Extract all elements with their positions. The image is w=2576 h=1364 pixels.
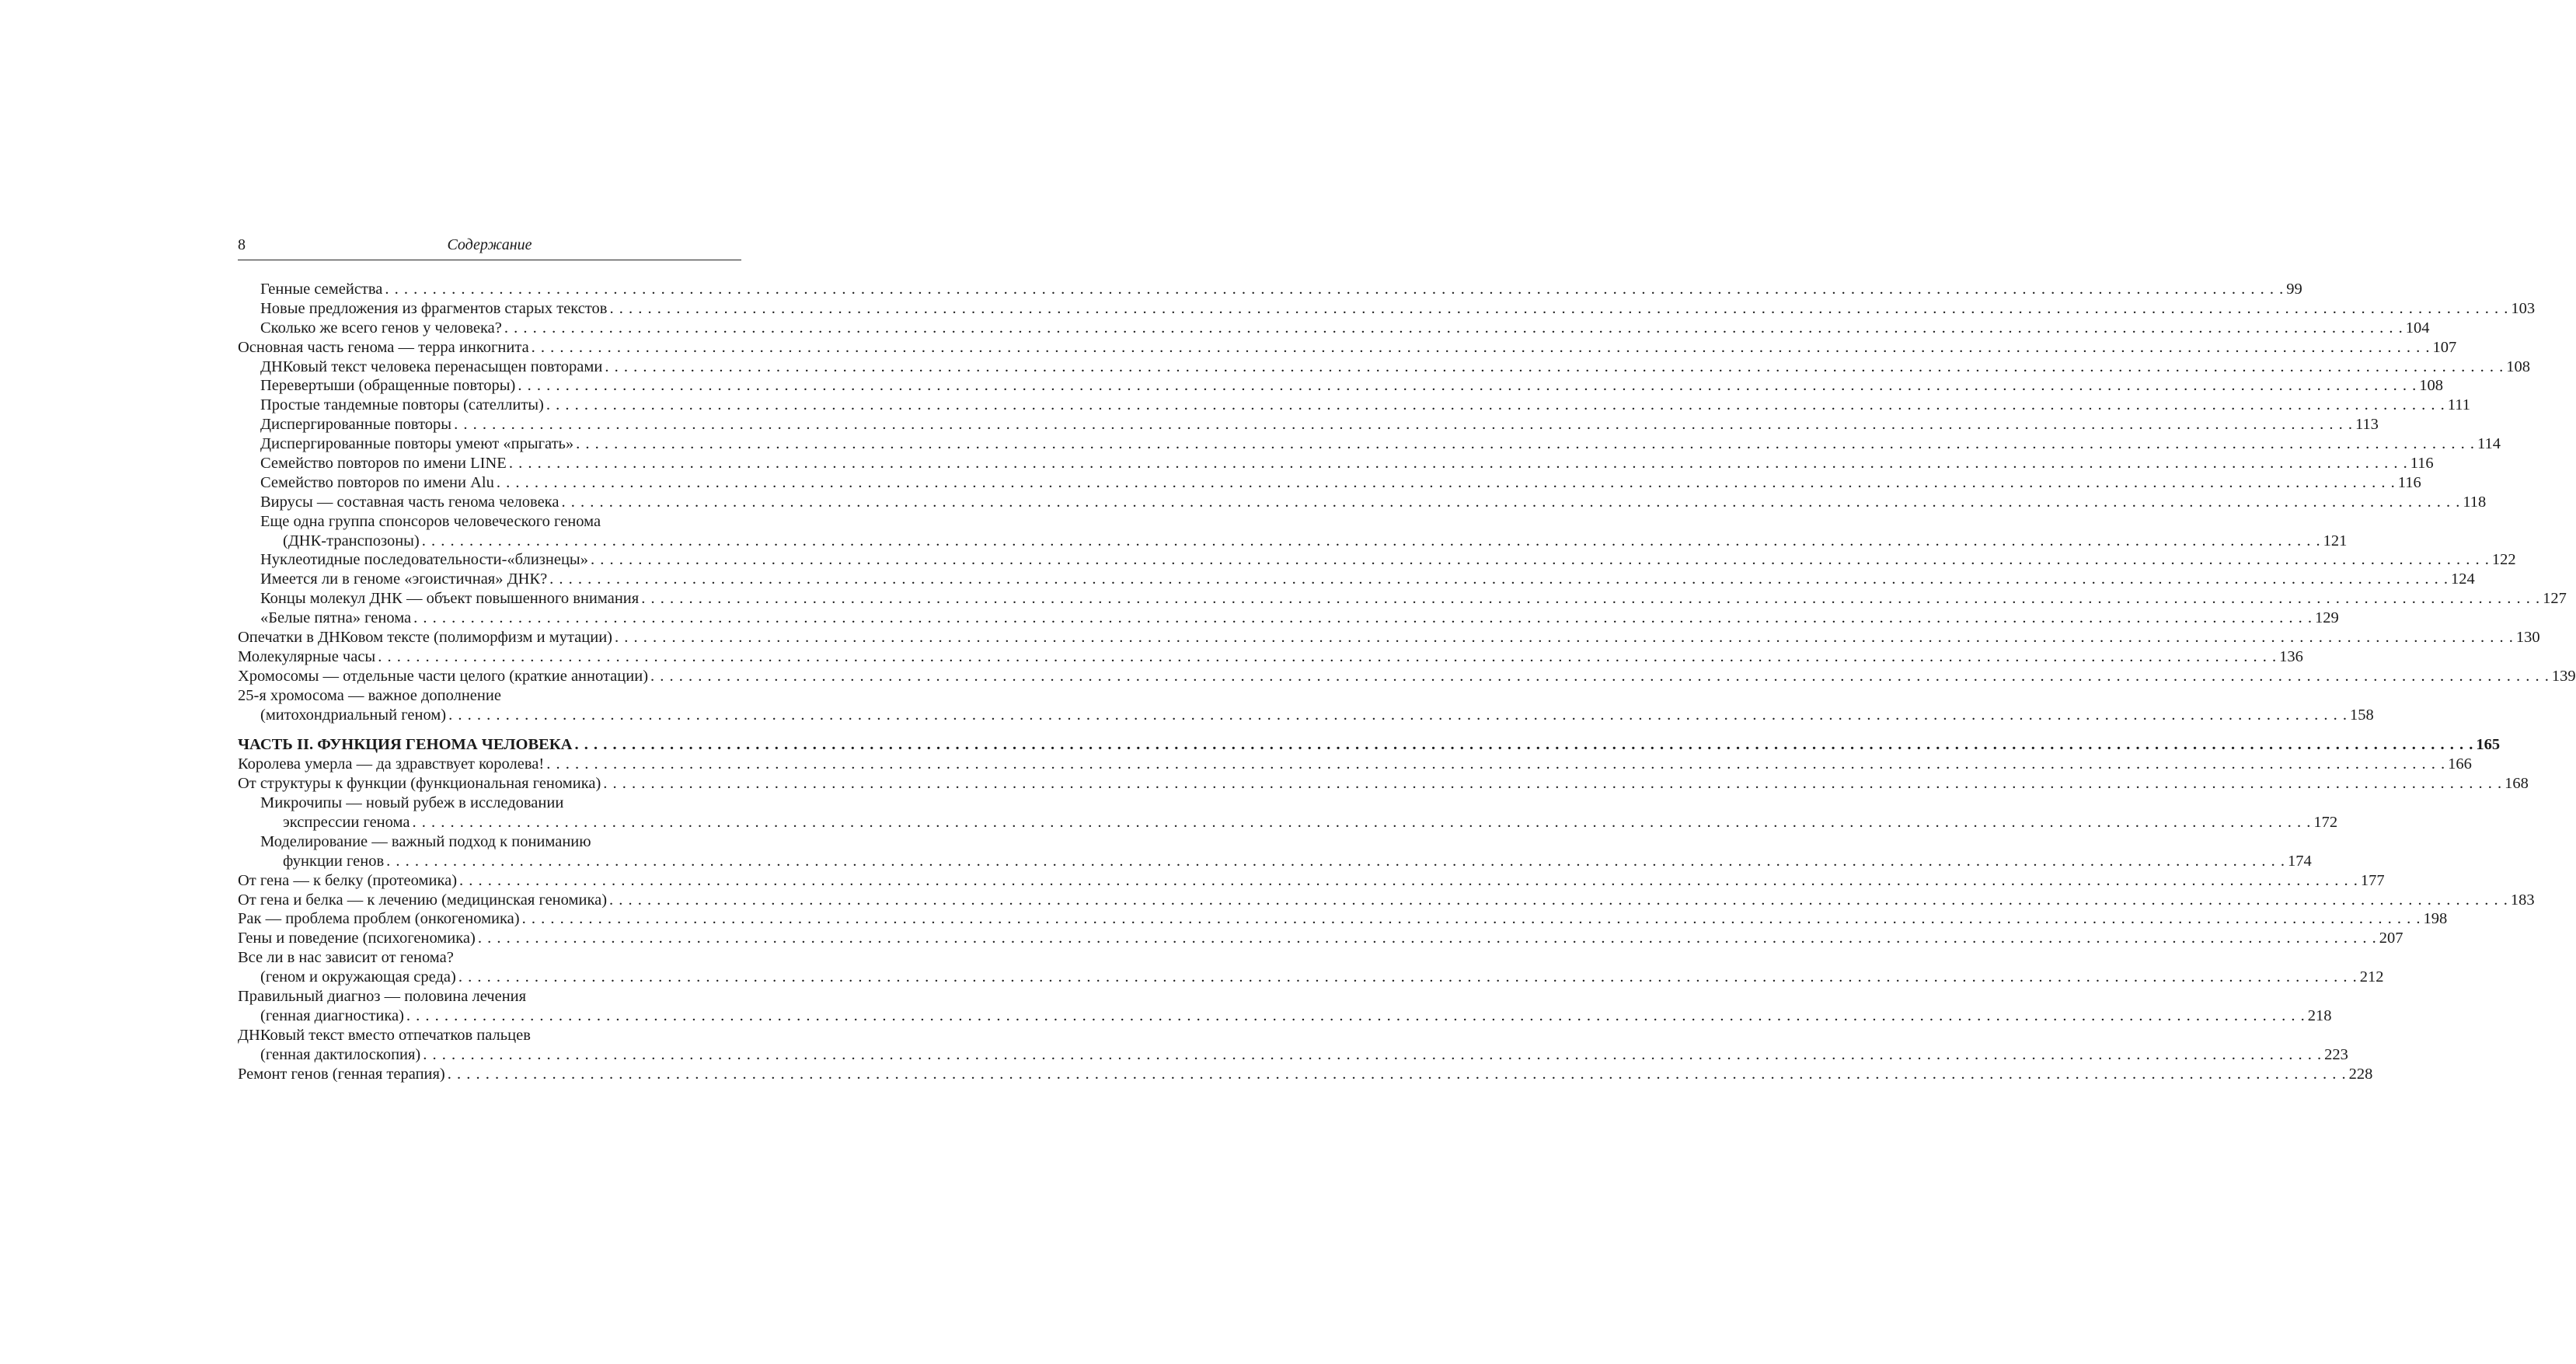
toc-entry-title: Микрочипы — новый рубеж в исследовании [260, 794, 564, 812]
dot-leader: . . . . . . . . . . . . . . . . . . . . . . . . . . . . . . . . . . . . . . . . . . . . . . . . . . . . . . . . . . . . . . . . . . . . . . . . . . . . . . . . . . . . . . . . . . . . . . . . . . . . . . . . . . . . . . . . . . . . . . . . . . . . . . . . . . . . . . . . . . . . . . . . . . . . . . . . . . . . . . . . . . . . . . . . . . . . . . . . . . . . . . . . . . . . . . . . . . . . . . . . [477, 930, 2377, 947]
toc-entry [238, 832, 741, 852]
toc-entry-title: Молекулярные часы [238, 647, 376, 665]
toc-entry-title: Сколько же всего генов у человека? [260, 319, 502, 337]
toc-entry-page: 198 [2423, 910, 2448, 928]
toc-entry-page: 116 [2410, 455, 2434, 472]
table-of-contents [238, 280, 2576, 1084]
toc-entry-title: Диспергированные повторы [260, 416, 452, 434]
dot-leader: . . . . . . . . . . . . . . . . . . . . . . . . . . . . . . . . . . . . . . . . . . . . . . . . . . . . . . . . . . . . . . . . . . . . . . . . . . . . . . . . . . . . . . . . . . . . . . . . . . . . . . . . . . . . . . . . . . . . . . . . . . . . . . . . . . . . . . . . . . . . . . . . . . . . . . . . . . . . . . . . . . . . . . . . . . . . . . . . . . . . . . . . . . . . . . . . . . . . . . . . [574, 736, 2474, 754]
toc-entry-page: 158 [2349, 706, 2374, 724]
toc-entry-title: (генная диагностика) [260, 1006, 404, 1024]
toc-entry [238, 434, 2501, 454]
toc-entry [238, 852, 2312, 871]
toc-entry-page: 172 [2313, 814, 2338, 832]
toc-entry-title: Концы молекул ДНК — объект повышенного внимания [260, 590, 640, 608]
dot-leader: . . . . . . . . . . . . . . . . . . . . . . . . . . . . . . . . . . . . . . . . . . . . . . . . . . . . . . . . . . . . . . . . . . . . . . . . . . . . . . . . . . . . . . . . . . . . . . . . . . . . . . . . . . . . . . . . . . . . . . . . . . . . . . . . . . . . . . . . . . . . . . . . . . . . . . . . . . . . . . . . . . . . . . . . . . . . . . . . . . . . . . . . . . . . . . . . . . . . . . . . [561, 493, 2461, 511]
toc-entry [238, 871, 2385, 891]
toc-entry-page: 136 [2279, 647, 2303, 665]
dot-leader: . . . . . . . . . . . . . . . . . . . . . . . . . . . . . . . . . . . . . . . . . . . . . . . . . . . . . . . . . . . . . . . . . . . . . . . . . . . . . . . . . . . . . . . . . . . . . . . . . . . . . . . . . . . . . . . . . . . . . . . . . . . . . . . . . . . . . . . . . . . . . . . . . . . . . . . . . . . . . . . . . . . . . . . . . . . . . . . . . . . . . . . . . . . . . . . . . . . . . . . . [504, 319, 2403, 337]
toc-entry-title: От гена и белка — к лечению (медицинская геномика) [238, 891, 608, 909]
toc-entry-page: 165 [2476, 736, 2501, 754]
toc-entry-page: 124 [2451, 570, 2475, 588]
toc-entry [238, 512, 741, 532]
dot-leader: . . . . . . . . . . . . . . . . . . . . . . . . . . . . . . . . . . . . . . . . . . . . . . . . . . . . . . . . . . . . . . . . . . . . . . . . . . . . . . . . . . . . . . . . . . . . . . . . . . . . . . . . . . . . . . . . . . . . . . . . . . . . . . . . . . . . . . . . . . . . . . . . . . . . . . . . . . . . . . . . . . . . . . . . . . . . . . . . . . . . . . . . . . . . . . . . . . . . . . . . [508, 455, 2408, 472]
toc-entry-title: экспрессии генома [283, 814, 410, 832]
toc-entry-title: Правильный диагноз — половина лечения [238, 988, 527, 1006]
toc-entry-page: 121 [2323, 532, 2348, 549]
toc-entry-page: 118 [2463, 493, 2487, 511]
toc-entry-page: 99 [2286, 280, 2302, 298]
toc-entry [238, 891, 2535, 910]
toc-entry-page: 228 [2348, 1065, 2373, 1083]
dot-leader: . . . . . . . . . . . . . . . . . . . . . . . . . . . . . . . . . . . . . . . . . . . . . . . . . . . . . . . . . . . . . . . . . . . . . . . . . . . . . . . . . . . . . . . . . . . . . . . . . . . . . . . . . . . . . . . . . . . . . . . . . . . . . . . . . . . . . . . . . . . . . . . . . . . . . . . . . . . . . . . . . . . . . . . . . . . . . . . . . . . . . . . . . . . . . . . . . . . . . . . . [615, 629, 2514, 647]
dot-leader: . . . . . . . . . . . . . . . . . . . . . . . . . . . . . . . . . . . . . . . . . . . . . . . . . . . . . . . . . . . . . . . . . . . . . . . . . . . . . . . . . . . . . . . . . . . . . . . . . . . . . . . . . . . . . . . . . . . . . . . . . . . . . . . . . . . . . . . . . . . . . . . . . . . . . . . . . . . . . . . . . . . . . . . . . . . . . . . . . . . . . . . . . . . . . . . . . . . . . . . . [531, 338, 2431, 356]
toc-entry [238, 454, 2434, 473]
dot-leader: . . . . . . . . . . . . . . . . . . . . . . . . . . . . . . . . . . . . . . . . . . . . . . . . . . . . . . . . . . . . . . . . . . . . . . . . . . . . . . . . . . . . . . . . . . . . . . . . . . . . . . . . . . . . . . . . . . . . . . . . . . . . . . . . . . . . . . . . . . . . . . . . . . . . . . . . . . . . . . . . . . . . . . . . . . . . . . . . . . . . . . . . . . . . . . . . . . . . . . . . [459, 871, 2358, 889]
toc-entry [238, 396, 2470, 415]
toc-entry [238, 628, 2540, 647]
dot-leader: . . . . . . . . . . . . . . . . . . . . . . . . . . . . . . . . . . . . . . . . . . . . . . . . . . . . . . . . . . . . . . . . . . . . . . . . . . . . . . . . . . . . . . . . . . . . . . . . . . . . . . . . . . . . . . . . . . . . . . . . . . . . . . . . . . . . . . . . . . . . . . . . . . . . . . . . . . . . . . . . . . . . . . . . . . . . . . . . . . . . . . . . . . . . . . . . . . . . . . . . [590, 551, 2490, 569]
dot-leader: . . . . . . . . . . . . . . . . . . . . . . . . . . . . . . . . . . . . . . . . . . . . . . . . . . . . . . . . . . . . . . . . . . . . . . . . . . . . . . . . . . . . . . . . . . . . . . . . . . . . . . . . . . . . . . . . . . . . . . . . . . . . . . . . . . . . . . . . . . . . . . . . . . . . . . . . . . . . . . . . . . . . . . . . . . . . . . . . . . . . . . . . . . . . . . . . . . . . . . . . [448, 706, 2348, 724]
toc-entry-title: Генные семейства [260, 280, 383, 298]
toc-entry [238, 755, 2472, 774]
toc-entry-page: 177 [2360, 871, 2385, 889]
toc-entry-title: Семейство повторов по имени Alu [260, 473, 494, 491]
toc-entry-title: Гены и поведение (психогеномика) [238, 930, 476, 947]
toc-entry-title: От гена — к белку (протеомика) [238, 871, 458, 889]
page-title: Содержание [447, 236, 532, 253]
toc-entry-title: Еще одна группа спонсоров человеческого генома [260, 512, 601, 530]
toc-entry [238, 1045, 2348, 1065]
dot-leader: . . . . . . . . . . . . . . . . . . . . . . . . . . . . . . . . . . . . . . . . . . . . . . . . . . . . . . . . . . . . . . . . . . . . . . . . . . . . . . . . . . . . . . . . . . . . . . . . . . . . . . . . . . . . . . . . . . . . . . . . . . . . . . . . . . . . . . . . . . . . . . . . . . . . . . . . . . . . . . . . . . . . . . . . . . . . . . . . . . . . . . . . . . . . . . . . . . . . . . . . [454, 416, 2353, 434]
dot-leader: . . . . . . . . . . . . . . . . . . . . . . . . . . . . . . . . . . . . . . . . . . . . . . . . . . . . . . . . . . . . . . . . . . . . . . . . . . . . . . . . . . . . . . . . . . . . . . . . . . . . . . . . . . . . . . . . . . . . . . . . . . . . . . . . . . . . . . . . . . . . . . . . . . . . . . . . . . . . . . . . . . . . . . . . . . . . . . . . . . . . . . . . . . . . . . . . . . . . . . . . [546, 755, 2446, 773]
toc-entry-page: 130 [2515, 629, 2540, 647]
toc-entry [238, 706, 2374, 725]
toc-entry-title: ДНКовый текст вместо отпечатков пальцев [238, 1026, 531, 1044]
toc-entry-page: 223 [2324, 1045, 2348, 1063]
toc-entry [238, 589, 2567, 609]
toc-entry-title: Опечатки в ДНКовом тексте (полиморфизм и мутации) [238, 629, 613, 647]
toc-entry [238, 550, 2516, 570]
toc-entry-title: Ремонт генов (генная терапия) [238, 1065, 445, 1083]
dot-leader: . . . . . . . . . . . . . . . . . . . . . . . . . . . . . . . . . . . . . . . . . . . . . . . . . . . . . . . . . . . . . . . . . . . . . . . . . . . . . . . . . . . . . . . . . . . . . . . . . . . . . . . . . . . . . . . . . . . . . . . . . . . . . . . . . . . . . . . . . . . . . . . . . . . . . . . . . . . . . . . . . . . . . . . . . . . . . . . . . . . . . . . . . . . . . . . . . . . . . . . . [576, 435, 2476, 453]
toc-entry [238, 280, 2302, 299]
toc-entry-title: Диспергированные повторы умеют «прыгать» [260, 435, 574, 453]
toc-entry [238, 686, 741, 706]
toc-entry-page: 166 [2448, 755, 2472, 773]
toc-entry [238, 609, 2339, 628]
dot-leader: . . . . . . . . . . . . . . . . . . . . . . . . . . . . . . . . . . . . . . . . . . . . . . . . . . . . . . . . . . . . . . . . . . . . . . . . . . . . . . . . . . . . . . . . . . . . . . . . . . . . . . . . . . . . . . . . . . . . . . . . . . . . . . . . . . . . . . . . . . . . . . . . . . . . . . . . . . . . . . . . . . . . . . . . . . . . . . . . . . . . . . . . . . . . . . . . . . . . . . . . [518, 377, 2417, 395]
toc-entry-page: 127 [2543, 590, 2567, 608]
toc-entry-title: ЧАСТЬ II. ФУНКЦИЯ ГЕНОМА ЧЕЛОВЕКА [238, 736, 573, 754]
dot-leader: . . . . . . . . . . . . . . . . . . . . . . . . . . . . . . . . . . . . . . . . . . . . . . . . . . . . . . . . . . . . . . . . . . . . . . . . . . . . . . . . . . . . . . . . . . . . . . . . . . . . . . . . . . . . . . . . . . . . . . . . . . . . . . . . . . . . . . . . . . . . . . . . . . . . . . . . . . . . . . . . . . . . . . . . . . . . . . . . . . . . . . . . . . . . . . . . . . . . . . . . [641, 590, 2541, 608]
toc-entry [238, 376, 2443, 396]
dot-leader: . . . . . . . . . . . . . . . . . . . . . . . . . . . . . . . . . . . . . . . . . . . . . . . . . . . . . . . . . . . . . . . . . . . . . . . . . . . . . . . . . . . . . . . . . . . . . . . . . . . . . . . . . . . . . . . . . . . . . . . . . . . . . . . . . . . . . . . . . . . . . . . . . . . . . . . . . . . . . . . . . . . . . . . . . . . . . . . . . . . . . . . . . . . . . . . . . . . . . . . . [423, 1045, 2323, 1063]
toc-entry [238, 1026, 741, 1045]
toc-entry [238, 358, 2530, 377]
dot-leader: . . . . . . . . . . . . . . . . . . . . . . . . . . . . . . . . . . . . . . . . . . . . . . . . . . . . . . . . . . . . . . . . . . . . . . . . . . . . . . . . . . . . . . . . . . . . . . . . . . . . . . . . . . . . . . . . . . . . . . . . . . . . . . . . . . . . . . . . . . . . . . . . . . . . . . . . . . . . . . . . . . . . . . . . . . . . . . . . . . . . . . . . . . . . . . . . . . . . . . . . [609, 299, 2509, 317]
toc-entry [238, 338, 2457, 358]
toc-entry [238, 415, 2379, 434]
toc-entry-page: 113 [2355, 416, 2379, 434]
toc-entry-page: 218 [2307, 1006, 2332, 1024]
running-header [238, 236, 741, 260]
toc-entry [238, 570, 2475, 589]
toc-entry [238, 929, 2403, 948]
toc-entry-page: 168 [2505, 775, 2529, 793]
dot-leader: . . . . . . . . . . . . . . . . . . . . . . . . . . . . . . . . . . . . . . . . . . . . . . . . . . . . . . . . . . . . . . . . . . . . . . . . . . . . . . . . . . . . . . . . . . . . . . . . . . . . . . . . . . . . . . . . . . . . . . . . . . . . . . . . . . . . . . . . . . . . . . . . . . . . . . . . . . . . . . . . . . . . . . . . . . . . . . . . . . . . . . . . . . . . . . . . . . . . . . . . [458, 968, 2358, 986]
toc-entry-title: Нуклеотидные последовательности-«близнецы» [260, 551, 588, 569]
toc-entry [238, 473, 2421, 493]
toc-entry [238, 667, 2576, 686]
dot-leader: . . . . . . . . . . . . . . . . . . . . . . . . . . . . . . . . . . . . . . . . . . . . . . . . . . . . . . . . . . . . . . . . . . . . . . . . . . . . . . . . . . . . . . . . . . . . . . . . . . . . . . . . . . . . . . . . . . . . . . . . . . . . . . . . . . . . . . . . . . . . . . . . . . . . . . . . . . . . . . . . . . . . . . . . . . . . . . . . . . . . . . . . . . . . . . . . . . . . . . . . [603, 775, 2503, 793]
dot-leader: . . . . . . . . . . . . . . . . . . . . . . . . . . . . . . . . . . . . . . . . . . . . . . . . . . . . . . . . . . . . . . . . . . . . . . . . . . . . . . . . . . . . . . . . . . . . . . . . . . . . . . . . . . . . . . . . . . . . . . . . . . . . . . . . . . . . . . . . . . . . . . . . . . . . . . . . . . . . . . . . . . . . . . . . . . . . . . . . . . . . . . . . . . . . . . . . . . . . . . . . [406, 1006, 2306, 1024]
dot-leader: . . . . . . . . . . . . . . . . . . . . . . . . . . . . . . . . . . . . . . . . . . . . . . . . . . . . . . . . . . . . . . . . . . . . . . . . . . . . . . . . . . . . . . . . . . . . . . . . . . . . . . . . . . . . . . . . . . . . . . . . . . . . . . . . . . . . . . . . . . . . . . . . . . . . . . . . . . . . . . . . . . . . . . . . . . . . . . . . . . . . . . . . . . . . . . . . . . . . . . . . [521, 910, 2421, 928]
dot-leader: . . . . . . . . . . . . . . . . . . . . . . . . . . . . . . . . . . . . . . . . . . . . . . . . . . . . . . . . . . . . . . . . . . . . . . . . . . . . . . . . . . . . . . . . . . . . . . . . . . . . . . . . . . . . . . . . . . . . . . . . . . . . . . . . . . . . . . . . . . . . . . . . . . . . . . . . . . . . . . . . . . . . . . . . . . . . . . . . . . . . . . . . . . . . . . . . . . . . . . . . [386, 852, 2286, 870]
toc-entry-page: 207 [2379, 930, 2403, 947]
toc-entry-title: Рак — проблема проблем (онкогеномика) [238, 910, 520, 928]
toc-entry-page: 114 [2477, 435, 2501, 453]
toc-entry-title: функции генов [283, 852, 385, 870]
toc-entry-page: 139 [2551, 667, 2576, 685]
toc-entry-title: Новые предложения из фрагментов старых текстов [260, 299, 608, 317]
toc-entry-title: (генная дактилоскопия) [260, 1045, 421, 1063]
toc-entry-page: 174 [2288, 852, 2312, 870]
toc-entry-title: Перевертыши (обращенные повторы) [260, 377, 516, 395]
toc-entry [238, 647, 2303, 667]
dot-leader: . . . . . . . . . . . . . . . . . . . . . . . . . . . . . . . . . . . . . . . . . . . . . . . . . . . . . . . . . . . . . . . . . . . . . . . . . . . . . . . . . . . . . . . . . . . . . . . . . . . . . . . . . . . . . . . . . . . . . . . . . . . . . . . . . . . . . . . . . . . . . . . . . . . . . . . . . . . . . . . . . . . . . . . . . . . . . . . . . . . . . . . . . . . . . . . . . . . . . . . . [385, 280, 2285, 298]
toc-entry-title: От структуры к функции (функциональная геномика) [238, 775, 601, 793]
toc-entry [238, 493, 2487, 512]
dot-leader: . . . . . . . . . . . . . . . . . . . . . . . . . . . . . . . . . . . . . . . . . . . . . . . . . . . . . . . . . . . . . . . . . . . . . . . . . . . . . . . . . . . . . . . . . . . . . . . . . . . . . . . . . . . . . . . . . . . . . . . . . . . . . . . . . . . . . . . . . . . . . . . . . . . . . . . . . . . . . . . . . . . . . . . . . . . . . . . . . . . . . . . . . . . . . . . . . . . . . . . . [546, 396, 2445, 414]
toc-entry [238, 987, 741, 1006]
toc-entry-page: 107 [2432, 338, 2457, 356]
toc-entry [238, 1065, 2373, 1084]
toc-entry [238, 948, 741, 968]
toc-entry-title: Вирусы — составная часть генома человека [260, 493, 559, 511]
toc-entry-page: 116 [2397, 473, 2421, 491]
toc-entry [238, 813, 2338, 832]
toc-entry [238, 794, 741, 813]
toc-entry-title: (митохондриальный геном) [260, 706, 447, 724]
toc-entry-page: 103 [2511, 299, 2536, 317]
toc-entry-title: ДНКовый текст человека перенасыщен повторами [260, 358, 603, 375]
toc-entry-title: Простые тандемные повторы (сателлиты) [260, 396, 544, 414]
dot-leader: . . . . . . . . . . . . . . . . . . . . . . . . . . . . . . . . . . . . . . . . . . . . . . . . . . . . . . . . . . . . . . . . . . . . . . . . . . . . . . . . . . . . . . . . . . . . . . . . . . . . . . . . . . . . . . . . . . . . . . . . . . . . . . . . . . . . . . . . . . . . . . . . . . . . . . . . . . . . . . . . . . . . . . . . . . . . . . . . . . . . . . . . . . . . . . . . . . . . . . . . [413, 609, 2313, 627]
dot-leader: . . . . . . . . . . . . . . . . . . . . . . . . . . . . . . . . . . . . . . . . . . . . . . . . . . . . . . . . . . . . . . . . . . . . . . . . . . . . . . . . . . . . . . . . . . . . . . . . . . . . . . . . . . . . . . . . . . . . . . . . . . . . . . . . . . . . . . . . . . . . . . . . . . . . . . . . . . . . . . . . . . . . . . . . . . . . . . . . . . . . . . . . . . . . . . . . . . . . . . . . [378, 647, 2278, 665]
dot-leader: . . . . . . . . . . . . . . . . . . . . . . . . . . . . . . . . . . . . . . . . . . . . . . . . . . . . . . . . . . . . . . . . . . . . . . . . . . . . . . . . . . . . . . . . . . . . . . . . . . . . . . . . . . . . . . . . . . . . . . . . . . . . . . . . . . . . . . . . . . . . . . . . . . . . . . . . . . . . . . . . . . . . . . . . . . . . . . . . . . . . . . . . . . . . . . . . . . . . . . . . [605, 358, 2505, 375]
dot-leader: . . . . . . . . . . . . . . . . . . . . . . . . . . . . . . . . . . . . . . . . . . . . . . . . . . . . . . . . . . . . . . . . . . . . . . . . . . . . . . . . . . . . . . . . . . . . . . . . . . . . . . . . . . . . . . . . . . . . . . . . . . . . . . . . . . . . . . . . . . . . . . . . . . . . . . . . . . . . . . . . . . . . . . . . . . . . . . . . . . . . . . . . . . . . . . . . . . . . . . . . [447, 1065, 2347, 1083]
dot-leader: . . . . . . . . . . . . . . . . . . . . . . . . . . . . . . . . . . . . . . . . . . . . . . . . . . . . . . . . . . . . . . . . . . . . . . . . . . . . . . . . . . . . . . . . . . . . . . . . . . . . . . . . . . . . . . . . . . . . . . . . . . . . . . . . . . . . . . . . . . . . . . . . . . . . . . . . . . . . . . . . . . . . . . . . . . . . . . . . . . . . . . . . . . . . . . . . . . . . . . . . [549, 570, 2449, 588]
toc-entry [238, 774, 2529, 794]
toc-entry-page: 108 [2506, 358, 2530, 375]
toc-entry-page: 122 [2491, 551, 2516, 569]
toc-entry-title: Семейство повторов по имени LINE [260, 455, 507, 472]
dot-leader: . . . . . . . . . . . . . . . . . . . . . . . . . . . . . . . . . . . . . . . . . . . . . . . . . . . . . . . . . . . . . . . . . . . . . . . . . . . . . . . . . . . . . . . . . . . . . . . . . . . . . . . . . . . . . . . . . . . . . . . . . . . . . . . . . . . . . . . . . . . . . . . . . . . . . . . . . . . . . . . . . . . . . . . . . . . . . . . . . . . . . . . . . . . . . . . . . . . . . . . . [650, 667, 2550, 685]
toc-entry-title: Основная часть генома — терра инкогнита [238, 338, 529, 356]
dot-leader: . . . . . . . . . . . . . . . . . . . . . . . . . . . . . . . . . . . . . . . . . . . . . . . . . . . . . . . . . . . . . . . . . . . . . . . . . . . . . . . . . . . . . . . . . . . . . . . . . . . . . . . . . . . . . . . . . . . . . . . . . . . . . . . . . . . . . . . . . . . . . . . . . . . . . . . . . . . . . . . . . . . . . . . . . . . . . . . . . . . . . . . . . . . . . . . . . . . . . . . . [412, 814, 2312, 832]
toc-entry-title: Королева умерла — да здравствует королева! [238, 755, 545, 773]
toc-entry-title: Хромосомы — отдельные части целого (краткие аннотации) [238, 667, 649, 685]
toc-entry [238, 319, 2430, 338]
dot-leader: . . . . . . . . . . . . . . . . . . . . . . . . . . . . . . . . . . . . . . . . . . . . . . . . . . . . . . . . . . . . . . . . . . . . . . . . . . . . . . . . . . . . . . . . . . . . . . . . . . . . . . . . . . . . . . . . . . . . . . . . . . . . . . . . . . . . . . . . . . . . . . . . . . . . . . . . . . . . . . . . . . . . . . . . . . . . . . . . . . . . . . . . . . . . . . . . . . . . . . . . [496, 473, 2396, 491]
toc-entry-title: Все ли в нас зависит от генома? [238, 949, 454, 967]
toc-entry-page: 183 [2510, 891, 2535, 909]
toc-entry-page: 212 [2359, 968, 2384, 986]
toc-entry-page: 129 [2315, 609, 2339, 627]
toc-entry-title: Моделирование — важный подход к пониманию [260, 832, 591, 850]
toc-entry-title: Имеется ли в геноме «эгоистичная» ДНК? [260, 570, 548, 588]
toc-entry [238, 735, 2501, 755]
toc-entry [238, 532, 2348, 551]
toc-entry-title: «Белые пятна» генома [260, 609, 412, 627]
toc-entry [238, 910, 2448, 930]
toc-entry-page: 108 [2419, 377, 2443, 395]
toc-entry [238, 968, 2384, 987]
dot-leader: . . . . . . . . . . . . . . . . . . . . . . . . . . . . . . . . . . . . . . . . . . . . . . . . . . . . . . . . . . . . . . . . . . . . . . . . . . . . . . . . . . . . . . . . . . . . . . . . . . . . . . . . . . . . . . . . . . . . . . . . . . . . . . . . . . . . . . . . . . . . . . . . . . . . . . . . . . . . . . . . . . . . . . . . . . . . . . . . . . . . . . . . . . . . . . . . . . . . . . . . [421, 532, 2321, 549]
page-number: 8 [238, 236, 246, 253]
section-gap [238, 724, 741, 735]
toc-entry-page: 104 [2405, 319, 2430, 337]
dot-leader: . . . . . . . . . . . . . . . . . . . . . . . . . . . . . . . . . . . . . . . . . . . . . . . . . . . . . . . . . . . . . . . . . . . . . . . . . . . . . . . . . . . . . . . . . . . . . . . . . . . . . . . . . . . . . . . . . . . . . . . . . . . . . . . . . . . . . . . . . . . . . . . . . . . . . . . . . . . . . . . . . . . . . . . . . . . . . . . . . . . . . . . . . . . . . . . . . . . . . . . . [609, 891, 2508, 909]
toc-entry-page: 111 [2447, 396, 2470, 414]
toc-entry-title: (ДНК-транспозоны) [283, 532, 420, 549]
toc-entry-title: (геном и окружающая среда) [260, 968, 456, 986]
toc-entry [238, 299, 2536, 319]
toc-entry-title: 25-я хромосома — важное дополнение [238, 686, 501, 704]
toc-entry [238, 1006, 2332, 1026]
